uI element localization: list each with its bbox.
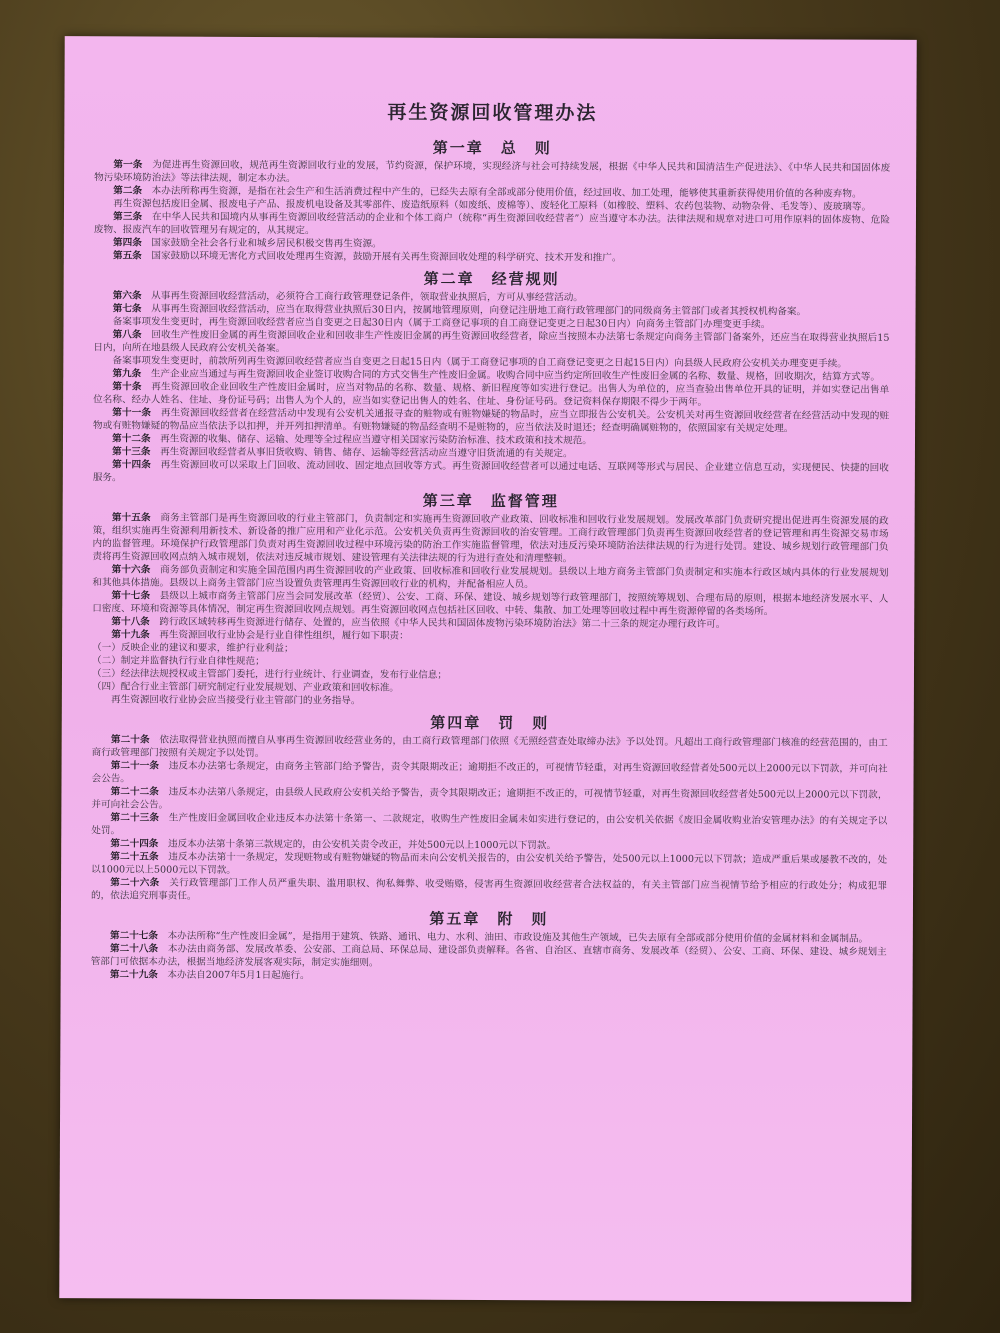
- article-text: 本办法由商务部、发展改革委、公安部、工商总局、环保总局、建设部负责解释。各省、自治区、直辖市商务、发展改革（经贸）、公安、工商、环保、建设、城乡规划主管部门可依据本办法，根据当地经济发展客观实际，制定实施细则。: [90, 943, 887, 969]
- list-item: （一）反映企业的建议和要求，维护行业利益；: [92, 642, 294, 655]
- article-text: 回收生产性废旧金属的再生资源回收企业和回收非生产性废旧金属的再生资源回收经营者，除应当按照本办法第七条规定向商务主管部门备案外，还应当在取得营业执照后15日内，向所在地县级人民政府公安机关备案。: [93, 329, 890, 355]
- article-paragraph: [91, 942, 887, 971]
- article-number: 第二十七条: [109, 930, 168, 942]
- article-paragraph: [93, 458, 889, 487]
- article-text: 商务主管部门是再生资源回收的行业主管部门，负责制定和实施再生资源回收产业政策、回收标准和回收行业发展规划。发展改革部门负责研究提出促进再生资源发展的政策，组织实施再生资源利用新技术、新设备的推广应用和产业化示范。公安机关负责再生资源回收的治安管理。工商行政管理部门负责再生资源回收经营者的登记管理和再生资源交易市场内的监督管理。环境保护行政管理部门负责对再生资源回收过程中环境污染的防治工作实施监督管理，依法对违反污染环境防治法律法规的行为进行处罚。建设、城乡规划行政管理部门负责将再生资源回收网点纳入城市规划，依法对违反城市规划、建设管理有关法律法规的行为进行查处和清理整顿。: [92, 512, 889, 565]
- article-number: 第二十条: [110, 734, 160, 746]
- article-text: 国家鼓励全社会各行业和城乡居民积极交售再生资源。: [151, 237, 382, 250]
- article-text: 本办法所称“生产性废旧金属”，是指用于建筑、铁路、通讯、电力、水利、油田、市政设施及其他生产领域，已失去原有全部或部分使用价值的金属材料和金属制品。: [167, 930, 869, 945]
- article-paragraph: [92, 563, 888, 592]
- article-number: 第七条: [112, 303, 152, 315]
- article-text: 违反本办法第十条第三款规定的，由公安机关责令改正，并处500元以上1000元以下罚款。: [167, 838, 557, 852]
- article-text: 为促进再生资源回收，规范再生资源回收行业的发展，节约资源，保护环境，实现经济与社会可持续发展，根据《中华人民共和国清洁生产促进法》、《中华人民共和国固体废物污染环境防治法》等法律法规，制定本办法。: [94, 159, 891, 185]
- article-number: 第五条: [112, 250, 152, 262]
- article-paragraph: [93, 328, 889, 357]
- article-paragraph: [94, 210, 890, 239]
- article-number: 第十八条: [111, 616, 160, 628]
- article-text: 违反本办法第八条规定，由县级人民政府公安机关给予警告，责令其限期改正；逾期拒不改正的，可视情节轻重，对再生资源回收经营者处500元以上2000元以下罚款，并可向社会公告。: [91, 786, 888, 811]
- article-number: 第二十二条: [110, 786, 169, 798]
- article-paragraph: [91, 850, 887, 879]
- article-number: 第十五条: [111, 512, 161, 524]
- list-item: （四）配合行业主管部门研究制定行业发展规划、产业政策和回收标准。: [91, 681, 399, 694]
- article-number: 第二条: [113, 185, 152, 197]
- article-number: 第三条: [113, 211, 153, 223]
- article-text: 再生资源回收企业回收生产性废旧金属时，应当对物品的名称、数量、规格、新旧程度等如实进行登记。出售人为单位的，应当查验出售单位开具的证明，并如实登记出售单位名称、经办人姓名、住址、身份证号码；出售人为个人的，应当如实登记出售人的姓名、住址、身份证号码。登记资料保存期限不得少于两年。: [93, 381, 890, 408]
- chapter-heading: 第三章 监督管理: [422, 491, 559, 511]
- article-text: 再生资源回收经营者在经营活动中发现有公安机关通报寻查的赃物或有赃物嫌疑的物品时，应当立即报告公安机关。公安机关对再生资源回收经营者在经营活动中发现的赃物或有赃物嫌疑的物品应当依法予以扣押，并开列扣押清单。有赃物嫌疑的物品经查明不是赃物的，应当依法及时退还；经查明确属赃物的，依照国家有关规定处理。: [93, 407, 890, 435]
- chapter-heading: 第四章 罚 则: [430, 713, 550, 733]
- article-paragraph: [92, 589, 888, 618]
- article-text: 备案事项发生变更时，前款所列再生资源回收经营者应当自变更之日起15日内（属于工商登记事项的自工商登记变更之日起15日内）向县级人民政府公安机关办理变更手续。: [112, 355, 847, 370]
- article-text: 本办法所称再生资源，是指在社会生产和生活消费过程中产生的，已经失去原有全部或部分使用价值，经过回收、加工处理，能够使其重新获得使用价值的各种废弃物。: [151, 185, 862, 200]
- article-paragraph: [94, 158, 890, 187]
- article-text: 从事再生资源回收经营活动，必须符合工商行政管理登记条件，领取营业执照后，方可从事经营活动。: [151, 290, 583, 304]
- document-body: [91, 135, 891, 984]
- article-number: 第十条: [112, 381, 152, 393]
- article-text: 再生资源回收经营者从事旧货收购、销售、储存、运输等经营活动应当遵守旧货流通的有关规定。: [160, 446, 573, 460]
- article-text: 生产企业应当通过与再生资源回收企业签订收购合同的方式交售生产性废旧金属。收购合同中应当约定所回收生产性废旧金属的名称、数量、规格，回收期次，结算方式等。: [150, 368, 880, 383]
- article-number: 第十四条: [112, 459, 161, 471]
- article-text: 关行政管理部门工作人员严重失职、滥用职权、徇私舞弊、收受贿赂，侵害再生资源回收经营者合法权益的，有关主管部门应当视情节给予相应的行政处分；构成犯罪的，依法追究刑事责任。: [90, 877, 888, 902]
- article-number: 第四条: [113, 237, 152, 249]
- article-paragraph: [91, 759, 887, 788]
- article-paragraph: [91, 811, 887, 840]
- article-text: 依法取得营业执照而擅自从事再生资源回收经营业务的，由工商行政管理部门依照《无照经营查处取缔办法》予以处罚。凡超出工商行政管理部门核准的经营范围的，由工商行政管理部门按照有关规定予以处罚。: [91, 734, 888, 760]
- article-text: 从事再生资源回收经营活动，应当在取得营业执照后30日内，按属地管理原则，向登记注册地工商行政管理部门的同级商务主管部门或者其授权机构备案。: [151, 303, 807, 318]
- article-number: 第二十六条: [110, 877, 170, 889]
- article-number: 第十七条: [111, 590, 160, 602]
- article-paragraph: [92, 733, 888, 762]
- list-item: （二）制定并监督执行行业自律性规范；: [92, 655, 265, 668]
- article-number: 第一条: [113, 159, 153, 171]
- article-text: 备案事项发生变更时，再生资源回收经营者应当自变更之日起30日内（属于工商登记事项的自工商登记变更之日起30日内）向商务主管部门办理变更手续。: [112, 316, 771, 331]
- article-number: 第二十一条: [110, 760, 169, 772]
- article-text: 县级以上城市商务主管部门应当会同发展改革（经贸）、公安、工商、环保、建设、城乡规划等行政管理部门，按照统筹规划、合理布局的原则，根据本地经济发展水平、人口密度、环境和资源等具体情况，制定再生资源回收网点规划。再生资源回收网点包括社区回收、中转、集散、加工处理等回收过程中再生资源停留的各类场所。: [92, 590, 889, 618]
- list-item: （三）经法律法规授权或主管部门委托，进行行业统计、行业调查，发布行业信息；: [91, 668, 447, 681]
- chapter-heading: 第一章 总 则: [432, 138, 552, 158]
- chapter-heading: 第二章 经营规则: [423, 269, 560, 289]
- article-paragraph: [91, 785, 887, 814]
- article-number: 第十二条: [112, 433, 161, 445]
- article-paragraph: [93, 406, 889, 435]
- document-sheet: [59, 36, 916, 1302]
- article-number: 第十六条: [111, 564, 161, 576]
- article-text: 违反本办法第十一条规定，发现赃物或有赃物嫌疑的物品而未向公安机关报告的，由公安机关给予警告，处500元以上1000元以下罚款；造成严重后果或屡教不改的，处以1000元以上5000元以下罚款。: [91, 851, 888, 876]
- article-text: 商务部负责制定和实施全国范围内再生资源回收的产业政策、回收标准和回收行业发展规划。县级以上地方商务主管部门负责制定和实施本行政区域内具体的行业发展规划和其他具体措施。县级以上商务主管部门应当设置负责管理再生资源回收行业的机构，并配备相应人员。: [92, 564, 889, 591]
- article-text: 再生资源回收可以采取上门回收、流动回收、固定地点回收等方式。再生资源回收经营者可以通过电话、互联网等形式与居民、企业建立信息互动，实现便民、快捷的回收服务。: [92, 459, 889, 484]
- article-text: 跨行政区域转移再生资源进行储存、处置的，应当依照《中华人民共和国固体废物污染环境防治法》第二十三条的规定办理行政许可。: [159, 616, 726, 631]
- article-text: 在中华人民共和国境内从事再生资源回收经营活动的企业和个体工商户（统称“再生资源回收经营者”）应当遵守本办法。法律法规和规章对进口可用作原料的固体废物、危险废物、报废汽车的回收管理另有规定的，从其规定。: [93, 211, 891, 237]
- article-paragraph: 再生资源回收行业协会应当接受行业主管部门的业务指导。: [111, 694, 361, 707]
- article-text: 违反本办法第七条规定，由商务主管部门给予警告，责令其限期改正；逾期拒不改正的，可视情节轻重，对再生资源回收经营者处500元以上2000元以下罚款，并可向社会公告。: [91, 760, 888, 785]
- article-text: 再生资源的收集、储存、运输、处理等全过程应当遵守相关国家污染防治标准、技术政策和技术规范。: [160, 433, 592, 447]
- article-number: 第九条: [112, 368, 151, 380]
- chapter-heading: 第五章 附 则: [429, 909, 549, 929]
- article-number: 第二十八条: [109, 943, 168, 955]
- article-number: 第十九条: [111, 629, 160, 641]
- article-paragraph: [91, 876, 887, 905]
- article-paragraph: [93, 380, 889, 409]
- document-title: 再生资源回收管理办法: [387, 101, 598, 125]
- article-number: 第二十五条: [110, 851, 169, 863]
- article-number: 第十一条: [112, 407, 161, 419]
- article-text: 生产性废旧金属回收企业违反本办法第十条第一、二款规定，收购生产性废旧金属未如实进行登记的，由公安机关依据《废旧金属收购业治安管理办法》的有关规定予以处罚。: [91, 812, 888, 837]
- article-text: 再生资源包括废旧金属、报废电子产品、报废机电设备及其零部件、废造纸原料（如废纸、废棉等）、废轻化工原料（如橡胶、塑料、农药包装物、动物杂骨、毛发等）、废玻璃等。: [113, 198, 872, 213]
- article-number: 第十三条: [112, 446, 161, 458]
- article-paragraph: [92, 511, 888, 566]
- article-number: 第八条: [112, 329, 152, 341]
- article-text: 国家鼓励以环境无害化方式回收处理再生资源，鼓励开展有关再生资源回收处理的科学研究、技术开发和推广。: [151, 250, 622, 264]
- article-number: 第六条: [112, 290, 152, 302]
- article-text: 本办法自2007年5月1日起施行。: [167, 969, 310, 982]
- article-number: 第二十九条: [109, 969, 168, 981]
- article-number: 第二十三条: [110, 812, 169, 824]
- article-paragraph: [91, 968, 887, 984]
- article-paragraph: [94, 249, 890, 265]
- article-text: 再生资源回收行业协会是行业自律性组织，履行如下职责：: [159, 629, 409, 642]
- article-number: 第二十四条: [110, 838, 169, 850]
